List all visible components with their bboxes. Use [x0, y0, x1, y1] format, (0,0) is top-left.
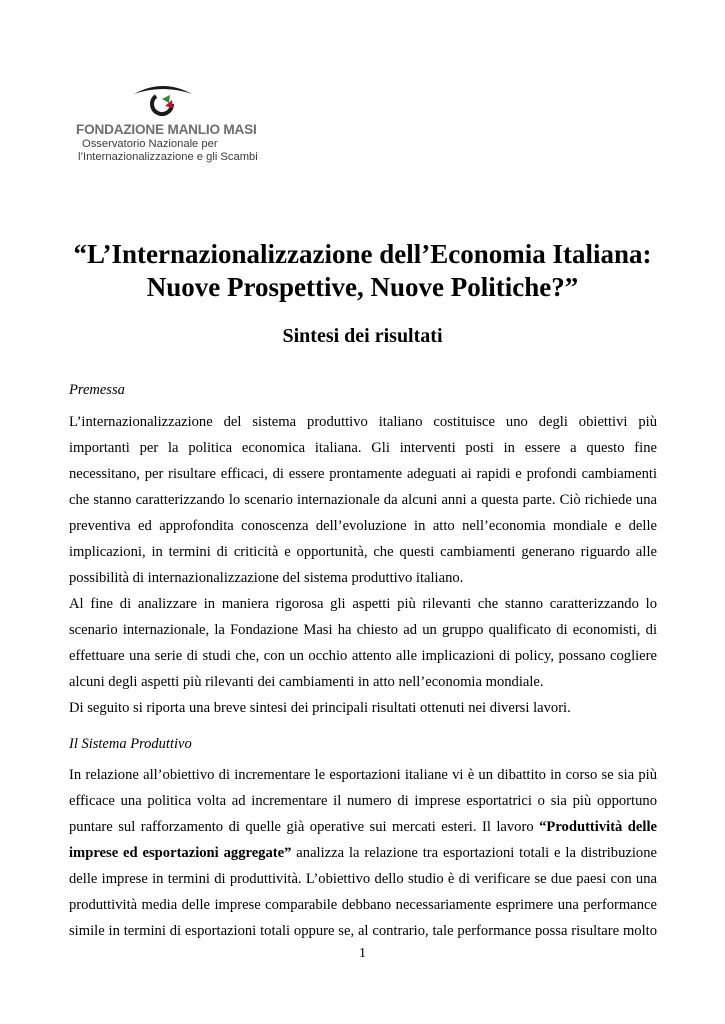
paragraph-line: produttività media delle imprese comparabile debbano necessariamente esprimere una performance — [69, 897, 657, 913]
paragraph-text: analizza la relazione tra esportazioni totali e la distribuzione — [291, 845, 657, 861]
document-subtitle: Sintesi dei risultati — [282, 325, 443, 347]
paragraph-line: Al fine di analizzare in maniera rigorosa gli aspetti più rilevanti che stanno caratterizzando lo — [69, 596, 657, 612]
foundation-name: FONDAZIONE MANLIO MASI — [76, 122, 257, 137]
paragraph-line: possibilità di internazionalizzazione del sistema produttivo italiano. — [69, 570, 464, 586]
paragraph-line: implicazioni, in termini di criticità e opportunità, che questi cambiamenti generano riguardo alle — [69, 544, 657, 560]
paragraph-line — [69, 840, 657, 866]
paragraph-line: Di seguito si riporta una breve sintesi dei principali risultati ottenuti nei diversi lavori. — [69, 700, 571, 716]
foundation-subtitle-line2: l’Internazionalizzazione e gli Scambi — [78, 151, 258, 163]
paragraph-line: necessitano, per risultare efficaci, di essere prontamente adeguati ai rapidi e profondi cambiamenti — [69, 466, 657, 482]
section-heading-sistema-produttivo: Il Sistema Produttivo — [69, 736, 192, 752]
paragraph-line: scenario internazionale, la Fondazione Masi ha chiesto ad un gruppo qualificato di economisti, di — [69, 622, 657, 638]
study-title-bold-start: “Produttività delle — [539, 819, 657, 835]
paragraph-line: alcuni degli aspetti più rilevanti dei cambiamenti in atto nell’economia mondiale. — [69, 674, 544, 690]
paragraph-text: puntare sul rafforzamento di quelle già operative sui mercati esteri. Il lavoro — [69, 819, 540, 835]
foundation-logo — [76, 82, 276, 164]
paragraph-line: simile in termini di esportazioni totali oppure se, al contrario, tale performance possa risultare molto — [69, 923, 657, 939]
paragraph-line: delle imprese in termini di produttività. L’obiettivo dello studio è di verificare se due paesi con una — [69, 871, 657, 887]
premessa-paragraph — [69, 409, 657, 721]
foundation-subtitle-line1: Osservatorio Nazionale per — [82, 138, 218, 150]
sistema-paragraph — [69, 762, 657, 944]
document-title-line2: Nuove Prospettive, Nuove Politiche?” — [146, 272, 579, 302]
document-title — [40, 238, 685, 304]
paragraph-line: preventiva ed approfondita conoscenza dell’evoluzione in atto nell’economia mondiale e delle — [69, 518, 657, 534]
paragraph-line: effettuare una serie di studi che, con un occhio attento alle implicazioni di policy, possano cogliere — [69, 648, 657, 664]
paragraph-line: efficace una politica volta ad incrementare il numero di imprese esportatrici o sia più opportuno — [69, 793, 657, 809]
paragraph-line: importanti per la politica economica italiana. Gli interventi posti in essere a questo fine — [69, 440, 657, 456]
paragraph-line: che stanno caratterizzando lo scenario internazionale da alcuni anni a questa parte. Ciò richiede una — [69, 492, 657, 508]
document-title-line1: “L’Internazionalizzazione dell’Economia Italiana: — [73, 239, 652, 269]
logo-emblem-icon — [132, 82, 194, 120]
study-title-bold-end: imprese ed esportazioni aggregate” — [69, 845, 292, 861]
paragraph-line: L’internazionalizzazione del sistema produttivo italiano costituisce uno degli obiettivi più — [69, 414, 657, 430]
paragraph-line: In relazione all’obiettivo di incrementare le esportazioni italiane vi è un dibattito in corso se sia più — [69, 767, 657, 783]
section-heading-premessa: Premessa — [69, 382, 125, 398]
page-number: 1 — [359, 946, 366, 961]
paragraph-line — [69, 814, 657, 840]
